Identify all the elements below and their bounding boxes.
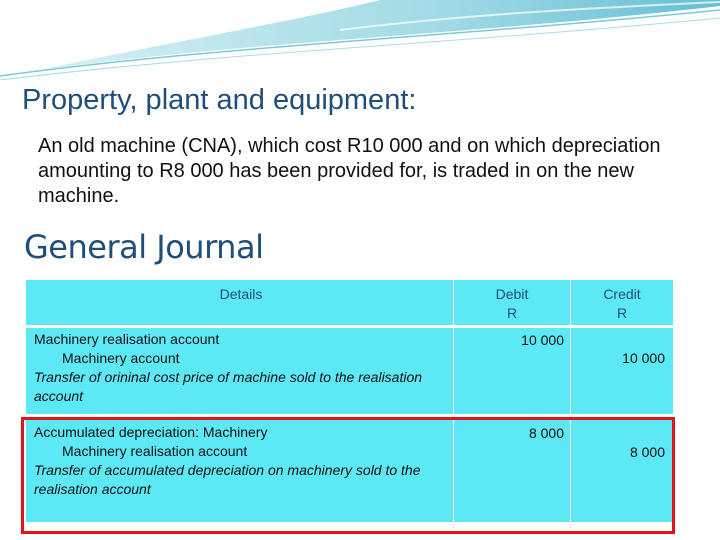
credit-amount: 8 000 [629,444,665,460]
header-divider [26,325,673,328]
debit-account: Machinery realisation account [34,331,220,347]
credit-header [582,285,662,323]
journal-title: General Journal [24,228,264,266]
highlight-box [21,417,675,534]
debit-header-unit: R [506,305,518,321]
decorative-wave-banner [0,0,720,80]
credit-account: Machinery realisation account [62,443,248,459]
debit-amount: 8 000 [528,425,564,441]
credit-account: Machinery account [62,350,180,366]
credit-amount: 10 000 [622,350,665,366]
journal-entry-details [34,330,444,406]
debit-header [472,285,552,323]
narration: Transfer of accumulated depreciation on machinery sold to the realisation account [34,462,421,497]
slide-title: Property, plant and equipment: [22,84,417,116]
intro-paragraph: An old machine (CNA), which cost R10 000 and on which depreciation amounting to R8 000 has been provided for, is traded in on the new machine. [38,135,661,207]
credit-header-unit: R [616,305,628,321]
debit-amount: 10 000 [521,332,564,348]
narration: Transfer of orininal cost price of machine sold to the realisation account [34,369,423,404]
credit-header-label: Credit [603,286,641,302]
details-header: Details [219,286,263,302]
debit-account: Accumulated depreciation: Machinery [34,424,268,440]
debit-header-label: Debit [495,286,529,302]
